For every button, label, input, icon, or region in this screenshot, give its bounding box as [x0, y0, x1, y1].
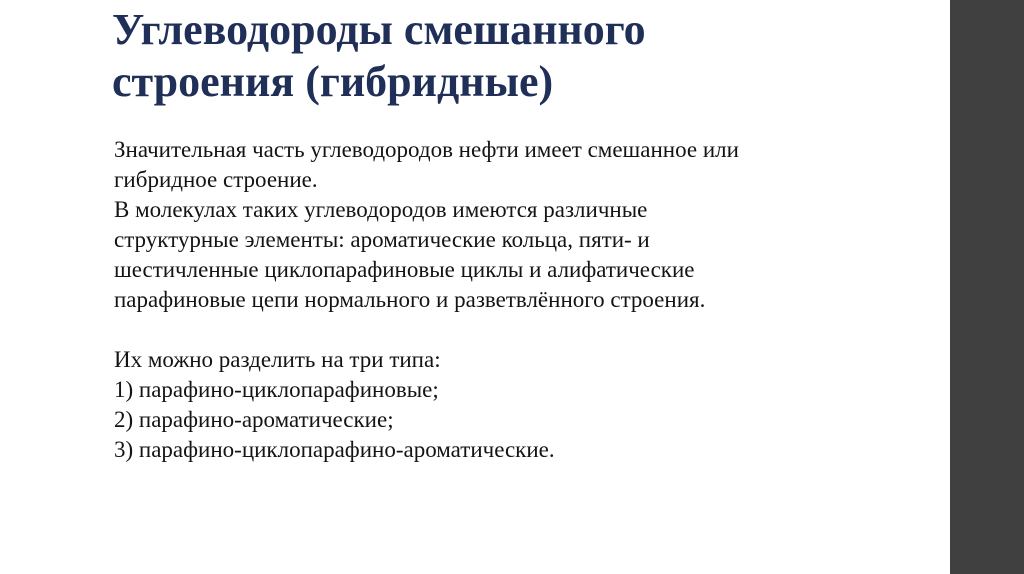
slide-title-line-1: Углеводороды смешанного — [112, 5, 646, 54]
slide-body-text — [114, 135, 934, 465]
body-line-5: шестичленные циклопарафиновые циклы и алифатические — [114, 257, 695, 282]
slide-title-line-2: строения (гибридные) — [112, 57, 554, 106]
body-line-4: структурные элементы: ароматические кольца, пяти- и — [114, 227, 650, 252]
body-line-3: В молекулах таких углеводородов имеются различные — [114, 197, 648, 222]
type-item-1: 1) парафино-циклопарафиновые; — [114, 377, 439, 402]
slide-side-bar — [950, 0, 1024, 574]
types-heading: Их можно разделить на три типа: — [114, 347, 441, 372]
body-line-6: парафиновые цепи нормального и разветвлённого строения. — [114, 287, 706, 312]
body-line-1: Значительная часть углеводородов нефти имеет смешанное или — [114, 137, 739, 162]
type-item-3: 3) парафино-циклопарафино-ароматические. — [114, 437, 555, 462]
slide-title — [112, 4, 912, 108]
body-blank-line — [114, 315, 934, 345]
body-line-2: гибридное строение. — [114, 167, 318, 192]
type-item-2: 2) парафино-ароматические; — [114, 407, 394, 432]
